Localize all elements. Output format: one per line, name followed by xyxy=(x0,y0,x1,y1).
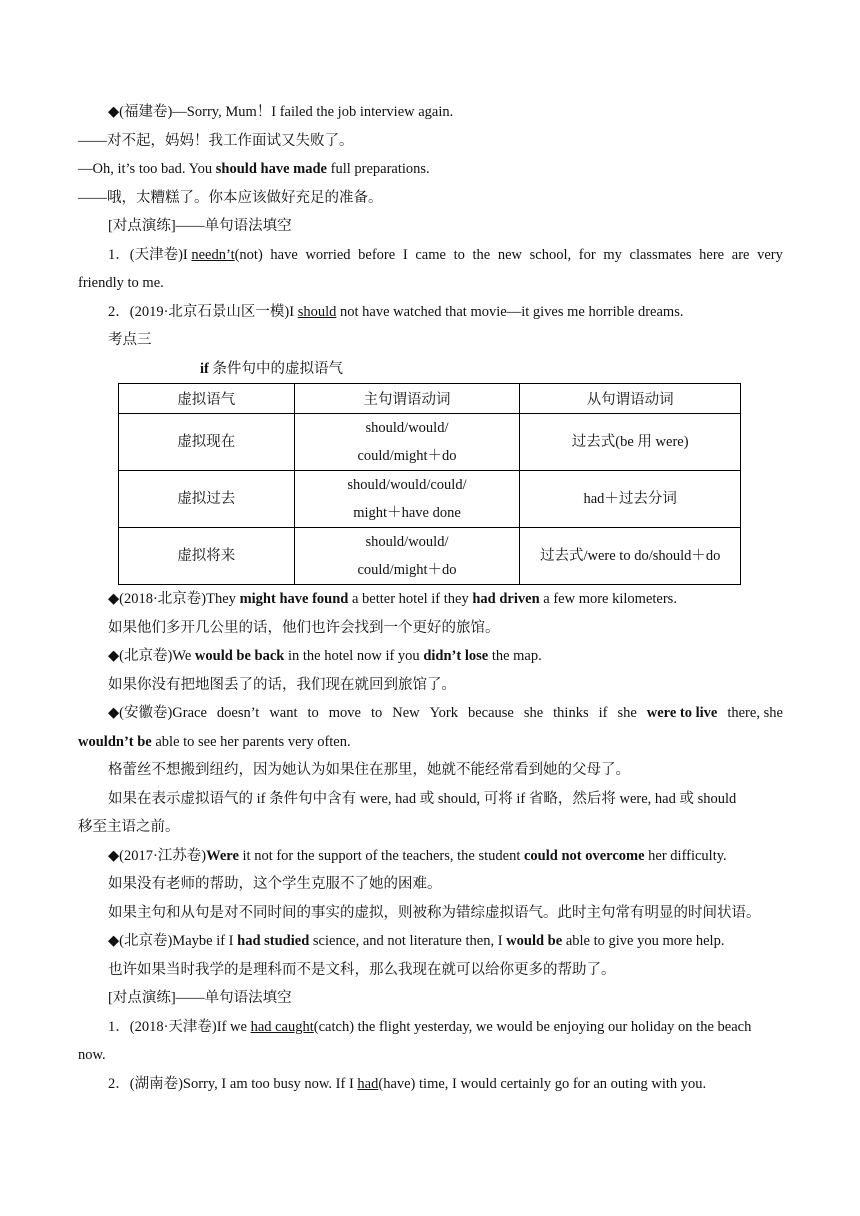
word: because xyxy=(467,705,514,721)
practice-heading xyxy=(78,212,783,241)
exercise-2-line xyxy=(78,298,783,327)
key-phrase: Were xyxy=(206,847,239,864)
text-segment: 1．(2018·天津卷)If we xyxy=(108,1018,251,1035)
translation-text: 如果你没有把地图丢了的话，我们现在就回到旅馆了。 xyxy=(108,676,456,693)
example-beijing-mixed xyxy=(78,927,783,956)
text-segment: science, and not literature then, I xyxy=(309,933,507,949)
word: very xyxy=(757,246,783,263)
translation-text: ——对不起，妈妈！我工作面试又失败了。 xyxy=(78,132,354,149)
translation-line xyxy=(78,756,783,785)
exercise-1-continuation xyxy=(78,1041,783,1070)
example-text: ◆(福建卷)—Sorry, Mum！I failed the job interview again. xyxy=(108,104,454,120)
translation-text: 也许如果当时我学的是理科而不是文科，那么我现在就可以给你更多的帮助了。 xyxy=(108,961,616,978)
word: she xyxy=(523,705,544,721)
word: thinks xyxy=(553,705,589,721)
example-anhui xyxy=(78,699,783,728)
translation-line xyxy=(78,870,783,899)
text-segment: 2．(2019·北京石景山区一模)I xyxy=(108,303,298,320)
header-cell: 虚拟语气 xyxy=(119,384,295,414)
text-segment: 2．(湖南卷)Sorry, I am too busy now. If I xyxy=(108,1075,358,1092)
word: want xyxy=(269,705,298,721)
word: (not) xyxy=(234,246,263,263)
word: came xyxy=(415,246,446,263)
translation-line xyxy=(78,614,783,643)
header-cell: 从句谓语动词 xyxy=(520,384,741,414)
word: new xyxy=(497,246,523,263)
translation-text: ——哦，太糟糕了。你本应该做好充足的准备。 xyxy=(78,189,383,206)
rule-mixed xyxy=(78,899,783,928)
rule-text: 如果主句和从句是对不同时间的事实的虚拟，则被称为错综虚拟语气。此时主句常有明显的时间状语。 xyxy=(108,904,761,921)
rule-inversion-continuation xyxy=(78,813,783,842)
text-segment: ◆(北京卷)Maybe if I xyxy=(108,933,238,949)
translation-line xyxy=(78,956,783,985)
mood-cell: 虚拟过去 xyxy=(119,471,295,528)
translation-text: 如果没有老师的帮助，这个学生克服不了她的困难。 xyxy=(108,876,442,892)
text-segment: ◆(2018·北京卷)They xyxy=(108,591,240,607)
exercise-1-line xyxy=(78,1013,783,1042)
text-segment: not have watched that movie—it gives me horrible dreams. xyxy=(336,303,684,320)
heading-text: 考点三 xyxy=(108,332,152,348)
key-phrase: had driven xyxy=(472,591,540,607)
word: she xyxy=(617,705,637,721)
key-phrase: didn’t lose xyxy=(423,648,489,664)
table-row xyxy=(119,528,741,585)
word: classmates xyxy=(629,246,692,263)
exercise-1-line xyxy=(78,241,783,270)
rule-text: 移至主语之前。 xyxy=(78,819,180,835)
cell-line: should/would/ xyxy=(365,420,449,436)
table-row xyxy=(119,414,741,471)
example-beijing-2018 xyxy=(78,585,783,614)
mood-cell: 虚拟现在 xyxy=(119,414,295,471)
answer: had caught xyxy=(250,1018,314,1035)
word: to xyxy=(370,705,383,721)
exercise-number xyxy=(108,241,263,270)
answer: should xyxy=(297,303,337,320)
word: are xyxy=(731,246,750,263)
cell-line: could/might＋do xyxy=(357,562,457,578)
key-phrase: should have made xyxy=(215,161,327,177)
answer: needn’t xyxy=(191,246,235,263)
translation-text: 如果他们多开几公里的话，他们也许会找到一个更好的旅馆。 xyxy=(108,619,500,636)
word: New xyxy=(392,705,420,721)
text-segment: able to see her parents very often. xyxy=(151,733,351,750)
key-phrase: would be back xyxy=(194,648,285,664)
text-segment: 1．(天津卷)I xyxy=(108,246,188,263)
word: there, she xyxy=(727,705,783,721)
example-beijing xyxy=(78,642,783,671)
example-jiangsu xyxy=(78,842,783,871)
text-segment: a few more kilometers. xyxy=(539,591,677,607)
example-fujian xyxy=(78,98,783,127)
translation-line xyxy=(78,184,783,213)
main-verb-cell xyxy=(294,414,520,471)
word: I xyxy=(402,246,408,263)
text-segment: a better hotel if they xyxy=(348,591,473,607)
sub-verb-cell: had＋过去分词 xyxy=(520,471,741,528)
text-segment: friendly to me. xyxy=(78,275,164,291)
practice-label: [对点演练]——单句语法填空 xyxy=(108,990,292,1006)
text-segment: ◆(2017·江苏卷) xyxy=(108,847,207,864)
word: worried xyxy=(305,246,351,263)
text-segment: (catch) the flight yesterday, we would be enjoying our holiday on the beach xyxy=(313,1018,752,1035)
key-phrase: would be xyxy=(506,933,563,949)
word: York xyxy=(429,705,458,721)
translation-line xyxy=(78,127,783,156)
word: to xyxy=(453,246,465,263)
word: doesn’t xyxy=(216,705,260,721)
word: here xyxy=(699,246,725,263)
cell-line: might＋have done xyxy=(353,505,461,521)
cell-line: could/might＋do xyxy=(357,448,457,464)
table-title xyxy=(78,355,783,384)
text-segment: full preparations. xyxy=(326,161,430,177)
section-heading xyxy=(78,326,783,355)
sub-verb-cell: 过去式(be 用 were) xyxy=(520,414,741,471)
translation-line xyxy=(78,671,783,700)
text-segment: the map. xyxy=(488,648,542,664)
text-segment: ◆(北京卷)We xyxy=(108,648,195,664)
sub-verb-cell: 过去式/were to do/should＋do xyxy=(520,528,741,585)
word: to xyxy=(307,705,319,721)
text-segment: (have) time, I would certainly go for an outing with you. xyxy=(378,1075,707,1092)
rule-inversion xyxy=(78,785,783,814)
text-segment: in the hotel now if you xyxy=(284,648,424,664)
word: move xyxy=(328,705,361,721)
cell-line: should/would/could/ xyxy=(347,477,467,493)
key-phrase: had studied xyxy=(237,933,310,949)
rule-text: 如果在表示虚拟语气的 if 条件句中含有 were, had 或 should, 可将 if 省略，然后将 were, had 或 should xyxy=(108,790,737,807)
word: my xyxy=(603,246,622,263)
word: have xyxy=(270,246,298,263)
translation-text: 格蕾丝不想搬到纽约，因为她认为如果住在那里，她就不能经常看到她的父母了。 xyxy=(108,762,630,778)
text-segment: able to give you more help. xyxy=(562,933,725,949)
key-phrase: might have found xyxy=(239,591,349,607)
word: if xyxy=(598,705,608,721)
key-phrase: could not overcome xyxy=(523,847,645,864)
header-cell: 主句谓语动词 xyxy=(294,384,520,414)
text-segment: it not for the support of the teachers, the student xyxy=(238,847,524,864)
text-segment: her difficulty. xyxy=(644,847,727,864)
table-header-row xyxy=(119,384,741,414)
main-verb-cell xyxy=(294,528,520,585)
key-phrase: were to live xyxy=(646,705,718,721)
main-verb-cell xyxy=(294,471,520,528)
exercise-2-line xyxy=(78,1070,783,1099)
word: ◆(安徽卷)Grace xyxy=(108,705,207,721)
word: the xyxy=(472,246,491,263)
word: school, xyxy=(529,246,572,263)
practice-heading xyxy=(78,984,783,1013)
title-keyword: if xyxy=(200,360,209,377)
word: before xyxy=(358,246,396,263)
practice-label: [对点演练]——单句语法填空 xyxy=(108,218,292,234)
cell-line: should/would/ xyxy=(365,534,449,550)
word: for xyxy=(578,246,596,263)
text-segment: —Oh, it’s too bad. You xyxy=(78,161,216,177)
text-segment: now. xyxy=(78,1047,106,1063)
example-anhui-continuation xyxy=(78,728,783,757)
example-reply xyxy=(78,155,783,184)
exercise-1-continuation xyxy=(78,269,783,298)
table-row xyxy=(119,471,741,528)
answer: had xyxy=(357,1075,379,1092)
subjunctive-table xyxy=(118,383,741,585)
mood-cell: 虚拟将来 xyxy=(119,528,295,585)
title-text: 条件句中的虚拟语气 xyxy=(208,360,343,377)
key-phrase: wouldn’t be xyxy=(78,733,152,750)
document-page xyxy=(78,98,783,1098)
